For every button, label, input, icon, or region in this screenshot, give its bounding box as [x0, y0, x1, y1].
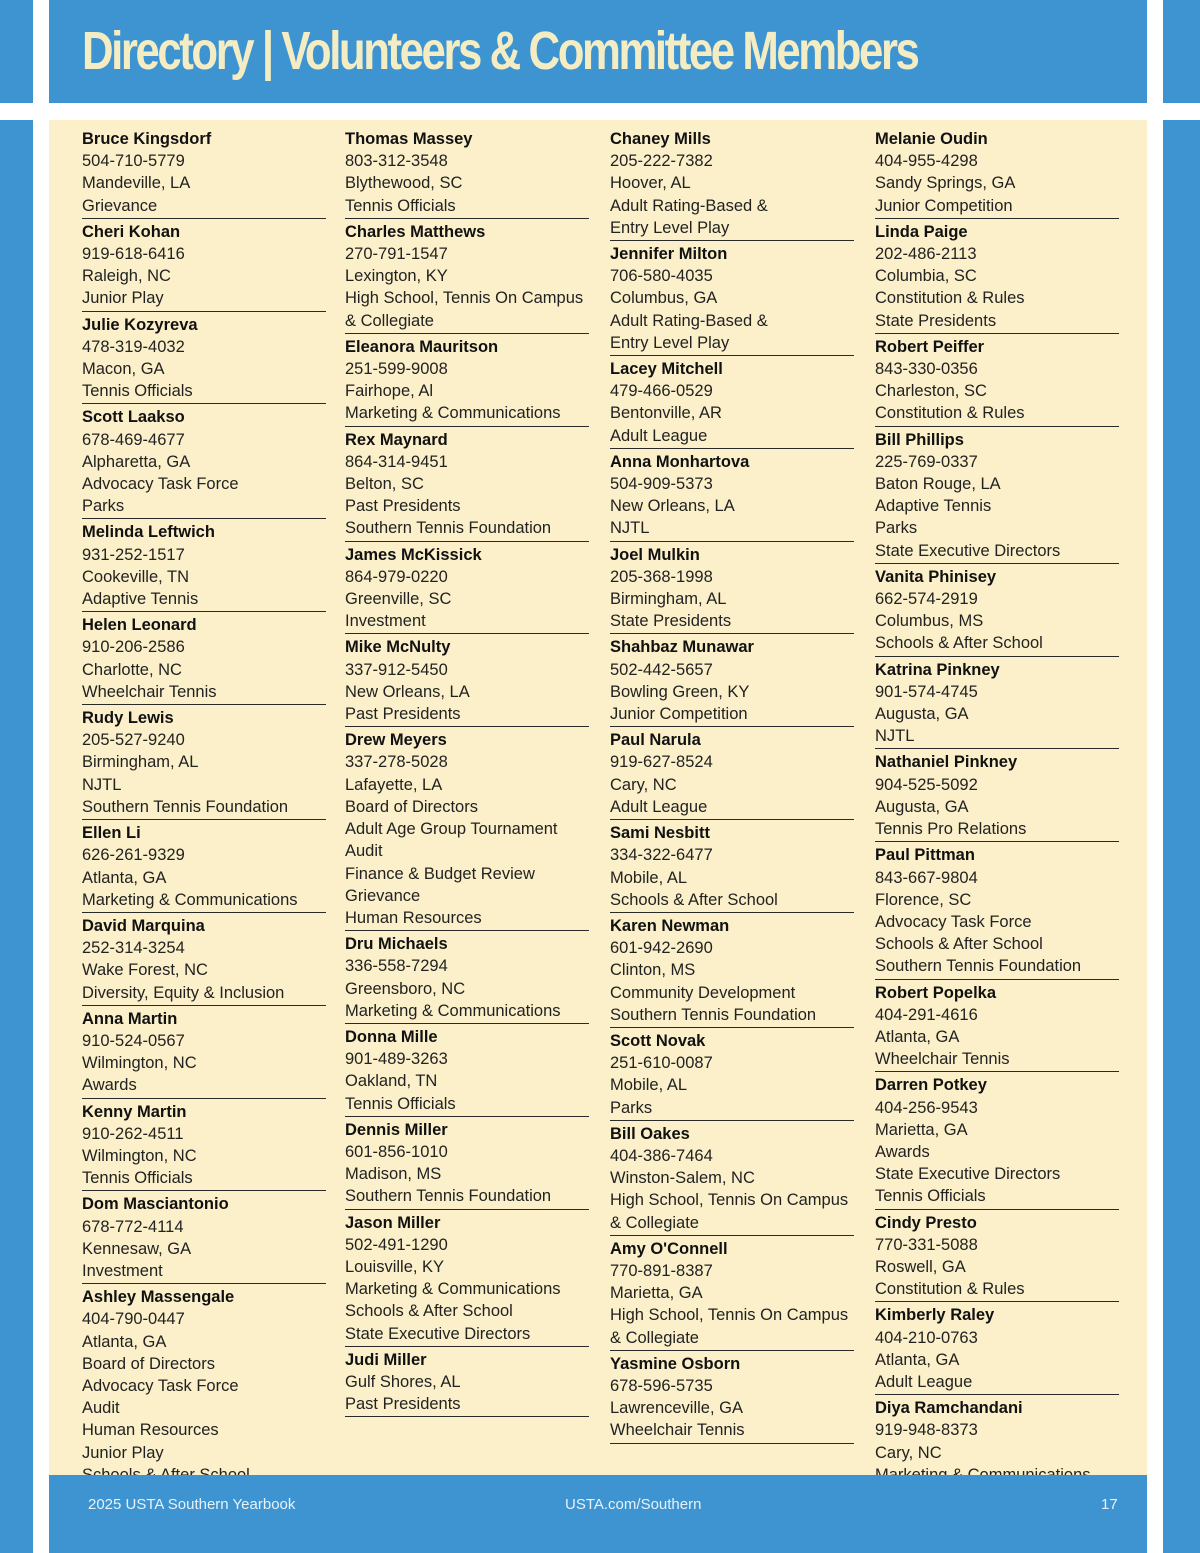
directory-entry — [610, 915, 854, 1028]
member-detail: Roswell, GA — [875, 1257, 966, 1276]
member-detail: State Presidents — [875, 311, 997, 330]
member-detail: Schools & After School — [875, 634, 1043, 653]
directory-entry — [610, 128, 854, 241]
member-detail: Raleigh, NC — [82, 267, 171, 286]
member-detail: Southern Tennis Foundation — [345, 519, 552, 538]
member-detail: Investment — [82, 1261, 163, 1280]
member-detail: 770-331-5088 — [875, 1235, 978, 1254]
member-detail: 910-262-4511 — [82, 1124, 184, 1143]
member-detail: 205-222-7382 — [610, 152, 713, 171]
member-detail: 931-252-1517 — [82, 545, 185, 564]
page-title: Directory | Volunteers & Committee Members — [82, 21, 918, 81]
member-detail: Augusta, GA — [875, 705, 969, 724]
member-detail: 601-942-2690 — [610, 939, 713, 958]
member-detail: NJTL — [875, 727, 915, 746]
member-detail: 404-210-0763 — [875, 1328, 978, 1347]
member-detail: 337-278-5028 — [345, 753, 448, 772]
member-detail: Atlanta, GA — [82, 868, 167, 887]
directory-entry — [82, 707, 326, 820]
member-detail: State Executive Directors — [875, 1165, 1061, 1184]
directory-entry — [875, 221, 1119, 334]
member-detail: Diversity, Equity & Inclusion — [82, 983, 285, 1002]
member-detail: 662-574-2919 — [875, 590, 978, 609]
member-detail: Cary, NC — [875, 1443, 942, 1462]
member-name: Bill Phillips — [875, 430, 964, 449]
directory-entry — [610, 729, 854, 820]
directory-entry — [345, 1212, 589, 1347]
directory-entry — [875, 1074, 1119, 1209]
member-detail: Lawrenceville, GA — [610, 1399, 743, 1418]
member-name: Dennis Miller — [345, 1120, 448, 1139]
member-detail: Greenville, SC — [345, 590, 452, 609]
member-name: Thomas Massey — [345, 130, 473, 148]
member-detail: 770-891-8387 — [610, 1261, 713, 1280]
directory-entry — [345, 729, 589, 931]
member-detail: Lexington, KY — [345, 267, 448, 286]
member-detail: Southern Tennis Foundation — [610, 1005, 817, 1024]
member-detail: High School, Tennis On Campus — [610, 1191, 849, 1210]
member-detail: Clinton, MS — [610, 961, 696, 980]
member-detail: State Presidents — [610, 612, 732, 631]
directory-entry — [610, 358, 854, 449]
member-detail: 251-599-9008 — [345, 360, 448, 379]
member-detail: Alpharetta, GA — [82, 452, 191, 471]
member-detail: 626-261-9329 — [82, 846, 185, 865]
member-name: Yasmine Osborn — [610, 1354, 741, 1373]
member-detail: 404-386-7464 — [610, 1146, 713, 1165]
directory-entry — [610, 1030, 854, 1121]
member-detail: Advocacy Task Force — [875, 912, 1032, 931]
member-detail: 910-524-0567 — [82, 1031, 185, 1050]
member-detail: Mobile, AL — [610, 1076, 688, 1095]
member-detail: Awards — [875, 1142, 930, 1161]
directory-entry — [875, 566, 1119, 657]
member-name: Nathaniel Pinkney — [875, 753, 1018, 772]
member-detail: 478-319-4032 — [82, 337, 185, 356]
member-detail: High School, Tennis On Campus — [610, 1306, 849, 1325]
member-detail: Bowling Green, KY — [610, 682, 750, 701]
directory-entry — [875, 844, 1119, 979]
member-detail: 843-330-0356 — [875, 360, 978, 379]
footer-website: USTA.com/Southern — [565, 1496, 702, 1513]
member-detail: State Executive Directors — [345, 1324, 531, 1343]
directory-entry — [82, 221, 326, 312]
member-detail: Wheelchair Tennis — [82, 682, 217, 701]
directory-entry — [610, 243, 854, 356]
directory-entry — [610, 544, 854, 635]
member-detail: New Orleans, LA — [610, 497, 735, 516]
member-detail: Adult League — [610, 426, 708, 445]
member-name: Anna Monhartova — [610, 452, 750, 471]
member-name: Drew Meyers — [345, 731, 447, 750]
member-detail: 479-466-0529 — [610, 382, 713, 401]
member-detail: Winston-Salem, NC — [610, 1169, 755, 1188]
member-detail: Entry Level Play — [610, 333, 730, 352]
member-detail: Finance & Budget Review — [345, 864, 535, 883]
directory-entry — [345, 336, 589, 427]
directory-entry — [82, 128, 326, 219]
member-detail: 803-312-3548 — [345, 152, 448, 171]
member-detail: Belton, SC — [345, 475, 424, 494]
member-detail: 678-469-4677 — [82, 430, 185, 449]
member-name: Karen Newman — [610, 916, 730, 935]
directory-column-2 — [345, 128, 589, 1419]
member-detail: Awards — [82, 1076, 137, 1095]
member-detail: Adaptive Tennis — [875, 497, 992, 516]
member-detail: 706-580-4035 — [610, 267, 713, 286]
left-edge-band — [0, 120, 33, 1553]
member-name: Julie Kozyreva — [82, 315, 198, 334]
member-name: David Marquina — [82, 916, 205, 935]
directory-entry — [345, 544, 589, 635]
member-detail: Junior Play — [82, 1443, 164, 1462]
member-detail: Tennis Pro Relations — [875, 820, 1027, 839]
member-detail: Augusta, GA — [875, 797, 969, 816]
member-detail: Wheelchair Tennis — [610, 1421, 745, 1440]
member-detail: Kennesaw, GA — [82, 1239, 192, 1258]
member-detail: Board of Directors — [345, 797, 478, 816]
member-name: Jason Miller — [345, 1213, 441, 1232]
member-detail: Charlotte, NC — [82, 660, 182, 679]
member-detail: Cookeville, TN — [82, 567, 189, 586]
directory-entry — [345, 1349, 589, 1418]
member-detail: New Orleans, LA — [345, 682, 470, 701]
member-name: Paul Narula — [610, 731, 701, 750]
member-detail: Audit — [82, 1399, 120, 1418]
member-detail: Board of Directors — [82, 1354, 215, 1373]
member-detail: Greensboro, NC — [345, 979, 466, 998]
member-name: Linda Paige — [875, 222, 968, 241]
member-name: Joel Mulkin — [610, 545, 700, 564]
member-name: Lacey Mitchell — [610, 360, 723, 379]
member-name: Scott Novak — [610, 1031, 706, 1050]
member-detail: 202-486-2113 — [875, 245, 977, 264]
member-detail: Hoover, AL — [610, 174, 691, 193]
directory-entry — [82, 915, 326, 1006]
member-name: Robert Peiffer — [875, 337, 985, 356]
member-detail: Columbus, GA — [610, 289, 718, 308]
member-detail: Constitution & Rules — [875, 404, 1025, 423]
member-name: Rudy Lewis — [82, 709, 174, 728]
member-name: Jennifer Milton — [610, 245, 728, 264]
member-name: Mike McNulty — [345, 638, 451, 657]
member-name: Darren Potkey — [875, 1076, 987, 1095]
member-name: Katrina Pinkney — [875, 660, 1000, 679]
directory-entry — [345, 1026, 589, 1117]
directory-entry — [345, 429, 589, 542]
directory-entry — [82, 1193, 326, 1284]
member-name: Charles Matthews — [345, 222, 486, 241]
directory-entry — [82, 822, 326, 913]
member-detail: 225-769-0337 — [875, 452, 978, 471]
member-detail: Tennis Officials — [875, 1187, 986, 1206]
member-detail: Parks — [610, 1098, 653, 1117]
member-detail: Community Development — [610, 983, 796, 1002]
member-detail: Adult League — [610, 797, 708, 816]
directory-entry — [82, 521, 326, 612]
directory-column-4 — [875, 128, 1119, 1490]
member-name: Chaney Mills — [610, 130, 711, 148]
member-name: Vanita Phinisey — [875, 567, 997, 586]
member-detail: Baton Rouge, LA — [875, 475, 1001, 494]
directory-entry — [610, 1353, 854, 1444]
member-detail: Marketing & Communications — [345, 404, 561, 423]
member-detail: Marketing & Communications — [82, 890, 298, 909]
member-detail: Marketing & Communications — [345, 1280, 561, 1299]
member-detail: 334-322-6477 — [610, 846, 713, 865]
member-detail: Audit — [345, 842, 383, 861]
member-detail: 404-955-4298 — [875, 152, 978, 171]
member-detail: Advocacy Task Force — [82, 1376, 239, 1395]
member-detail: 678-596-5735 — [610, 1376, 713, 1395]
member-detail: Schools & After School — [875, 935, 1043, 954]
member-detail: 337-912-5450 — [345, 660, 448, 679]
member-detail: Bentonville, AR — [610, 404, 722, 423]
member-name: Kenny Martin — [82, 1102, 187, 1121]
member-name: Anna Martin — [82, 1009, 178, 1028]
right-edge-band-top — [1163, 0, 1200, 103]
member-detail: Southern Tennis Foundation — [875, 957, 1082, 976]
member-detail: NJTL — [82, 775, 122, 794]
member-detail: 504-710-5779 — [82, 152, 185, 171]
member-detail: Junior Competition — [875, 196, 1013, 215]
member-detail: 919-627-8524 — [610, 753, 713, 772]
directory-entry — [875, 751, 1119, 842]
directory-column-3 — [610, 128, 854, 1446]
member-name: Kimberly Raley — [875, 1306, 995, 1325]
member-name: Scott Laakso — [82, 408, 185, 427]
member-detail: Mobile, AL — [610, 868, 688, 887]
member-name: Shahbaz Munawar — [610, 638, 754, 657]
member-detail: Tennis Officials — [82, 382, 193, 401]
member-detail: & Collegiate — [610, 1328, 699, 1347]
member-detail: 502-442-5657 — [610, 660, 713, 679]
member-detail: Junior Competition — [610, 705, 748, 724]
member-detail: Advocacy Task Force — [82, 475, 239, 494]
member-detail: Charleston, SC — [875, 382, 987, 401]
member-detail: Schools & After School — [345, 1302, 513, 1321]
footer-yearbook-title: 2025 USTA Southern Yearbook — [88, 1496, 296, 1513]
member-detail: 904-525-5092 — [875, 775, 978, 794]
member-detail: 404-256-9543 — [875, 1098, 978, 1117]
directory-entry — [875, 429, 1119, 564]
member-name: Sami Nesbitt — [610, 824, 710, 843]
member-detail: 919-948-8373 — [875, 1421, 978, 1440]
left-edge-band-top — [0, 0, 33, 103]
member-detail: Atlanta, GA — [875, 1027, 960, 1046]
member-detail: Birmingham, AL — [82, 753, 199, 772]
directory-entry — [610, 822, 854, 913]
member-name: Amy O'Connell — [610, 1239, 728, 1258]
directory-entry — [610, 636, 854, 727]
member-detail: Past Presidents — [345, 497, 461, 516]
member-detail: Oakland, TN — [345, 1072, 438, 1091]
member-detail: Grievance — [345, 886, 421, 905]
member-name: Melinda Leftwich — [82, 523, 215, 542]
member-detail: Southern Tennis Foundation — [345, 1187, 552, 1206]
member-detail: 252-314-3254 — [82, 939, 185, 958]
directory-entry — [82, 1286, 326, 1488]
directory-entry — [875, 982, 1119, 1073]
member-detail: NJTL — [610, 519, 650, 538]
member-detail: 919-618-6416 — [82, 245, 185, 264]
member-detail: Past Presidents — [345, 1395, 461, 1414]
member-name: James McKissick — [345, 545, 482, 564]
member-detail: 910-206-2586 — [82, 638, 185, 657]
member-name: Dru Michaels — [345, 935, 448, 954]
directory-entry — [345, 636, 589, 727]
member-detail: Human Resources — [345, 908, 482, 927]
member-detail: 251-610-0087 — [610, 1054, 713, 1073]
member-detail: Constitution & Rules — [875, 289, 1025, 308]
member-detail: Constitution & Rules — [875, 1280, 1025, 1299]
member-detail: Sandy Springs, GA — [875, 174, 1016, 193]
member-name: Diya Ramchandani — [875, 1399, 1023, 1418]
member-detail: Mandeville, LA — [82, 174, 191, 193]
member-detail: 901-489-3263 — [345, 1050, 448, 1069]
member-detail: 205-527-9240 — [82, 731, 185, 750]
member-name: Rex Maynard — [345, 430, 448, 449]
member-detail: Entry Level Play — [610, 218, 730, 237]
member-name: Melanie Oudin — [875, 130, 988, 148]
member-detail: Marietta, GA — [610, 1284, 703, 1303]
member-detail: 336-558-7294 — [345, 957, 448, 976]
member-detail: Adult Rating-Based & — [610, 196, 768, 215]
member-detail: Investment — [345, 612, 426, 631]
member-detail: Louisville, KY — [345, 1257, 445, 1276]
member-detail: Marietta, GA — [875, 1120, 968, 1139]
member-detail: Grievance — [82, 196, 158, 215]
member-detail: Marketing & Communications — [345, 1001, 561, 1020]
member-name: Judi Miller — [345, 1350, 427, 1369]
member-detail: 504-909-5373 — [610, 475, 713, 494]
member-name: Ashley Massengale — [82, 1288, 235, 1307]
page-number: 17 — [1101, 1496, 1118, 1513]
directory-entry — [82, 1101, 326, 1192]
directory-entry — [875, 128, 1119, 219]
member-detail: Birmingham, AL — [610, 590, 727, 609]
member-name: Ellen Li — [82, 824, 141, 843]
directory-entry — [345, 933, 589, 1024]
member-name: Robert Popelka — [875, 983, 997, 1002]
member-detail: Adult League — [875, 1372, 973, 1391]
member-detail: Columbia, SC — [875, 267, 977, 286]
member-detail: Schools & After School — [610, 890, 778, 909]
directory-entry — [875, 336, 1119, 427]
member-detail: Atlanta, GA — [82, 1332, 167, 1351]
member-detail: State Executive Directors — [875, 541, 1061, 560]
member-name: Cheri Kohan — [82, 222, 181, 241]
member-detail: Adult Rating-Based & — [610, 311, 768, 330]
member-detail: Junior Play — [82, 289, 164, 308]
directory-entry — [875, 659, 1119, 750]
member-detail: 404-790-0447 — [82, 1310, 185, 1329]
member-detail: 205-368-1998 — [610, 567, 713, 586]
member-detail: 864-979-0220 — [345, 567, 448, 586]
directory-entry — [82, 1008, 326, 1099]
member-detail: & Collegiate — [610, 1213, 699, 1232]
member-name: Paul Pittman — [875, 846, 975, 865]
member-name: Cindy Presto — [875, 1213, 977, 1232]
directory-entry — [82, 406, 326, 519]
directory-entry — [610, 451, 854, 542]
member-detail: Madison, MS — [345, 1165, 442, 1184]
member-detail: 601-856-1010 — [345, 1142, 448, 1161]
member-name: Helen Leonard — [82, 616, 197, 635]
member-detail: 901-574-4745 — [875, 682, 978, 701]
member-detail: Wheelchair Tennis — [875, 1050, 1010, 1069]
directory-entry — [82, 314, 326, 405]
member-detail: High School, Tennis On Campus — [345, 289, 584, 308]
directory-entry — [610, 1238, 854, 1351]
member-name: Bill Oakes — [610, 1124, 690, 1143]
right-edge-band — [1163, 120, 1200, 1553]
member-detail: Tennis Officials — [345, 196, 456, 215]
member-detail: Gulf Shores, AL — [345, 1372, 461, 1391]
directory-entry — [345, 128, 589, 219]
member-name: Bruce Kingsdorf — [82, 130, 212, 148]
member-detail: Columbus, MS — [875, 612, 984, 631]
member-name: Dom Masciantonio — [82, 1195, 229, 1214]
member-detail: Tennis Officials — [82, 1169, 193, 1188]
member-detail: Fairhope, Al — [345, 382, 434, 401]
directory-entry — [875, 1212, 1119, 1303]
member-detail: Lafayette, LA — [345, 775, 443, 794]
member-detail: 404-291-4616 — [875, 1005, 978, 1024]
member-detail: Adaptive Tennis — [82, 590, 199, 609]
member-detail: Wilmington, NC — [82, 1146, 197, 1165]
member-detail: Parks — [875, 519, 918, 538]
member-detail: 864-314-9451 — [345, 452, 448, 471]
member-name: Eleanora Mauritson — [345, 337, 499, 356]
member-detail: Parks — [82, 497, 125, 516]
directory-entry — [82, 614, 326, 705]
member-detail: Macon, GA — [82, 360, 165, 379]
member-detail: Adult Age Group Tournament — [345, 820, 558, 839]
member-detail: 270-791-1547 — [345, 245, 448, 264]
member-name: Donna Mille — [345, 1027, 438, 1046]
member-detail: & Collegiate — [345, 311, 434, 330]
directory-entry — [345, 221, 589, 334]
member-detail: Wilmington, NC — [82, 1054, 197, 1073]
member-detail: Florence, SC — [875, 890, 972, 909]
member-detail: 502-491-1290 — [345, 1235, 448, 1254]
member-detail: Human Resources — [82, 1421, 219, 1440]
member-detail: 678-772-4114 — [82, 1217, 184, 1236]
member-detail: Past Presidents — [345, 705, 461, 724]
member-detail: Blythewood, SC — [345, 174, 463, 193]
member-detail: Southern Tennis Foundation — [82, 797, 289, 816]
directory-entry — [610, 1123, 854, 1236]
directory-entry — [875, 1304, 1119, 1395]
member-detail: Wake Forest, NC — [82, 961, 208, 980]
member-detail: Tennis Officials — [345, 1094, 456, 1113]
directory-column-1 — [82, 128, 326, 1490]
member-detail: Atlanta, GA — [875, 1350, 960, 1369]
member-detail: 843-667-9804 — [875, 868, 978, 887]
member-detail: Cary, NC — [610, 775, 677, 794]
directory-entry — [345, 1119, 589, 1210]
